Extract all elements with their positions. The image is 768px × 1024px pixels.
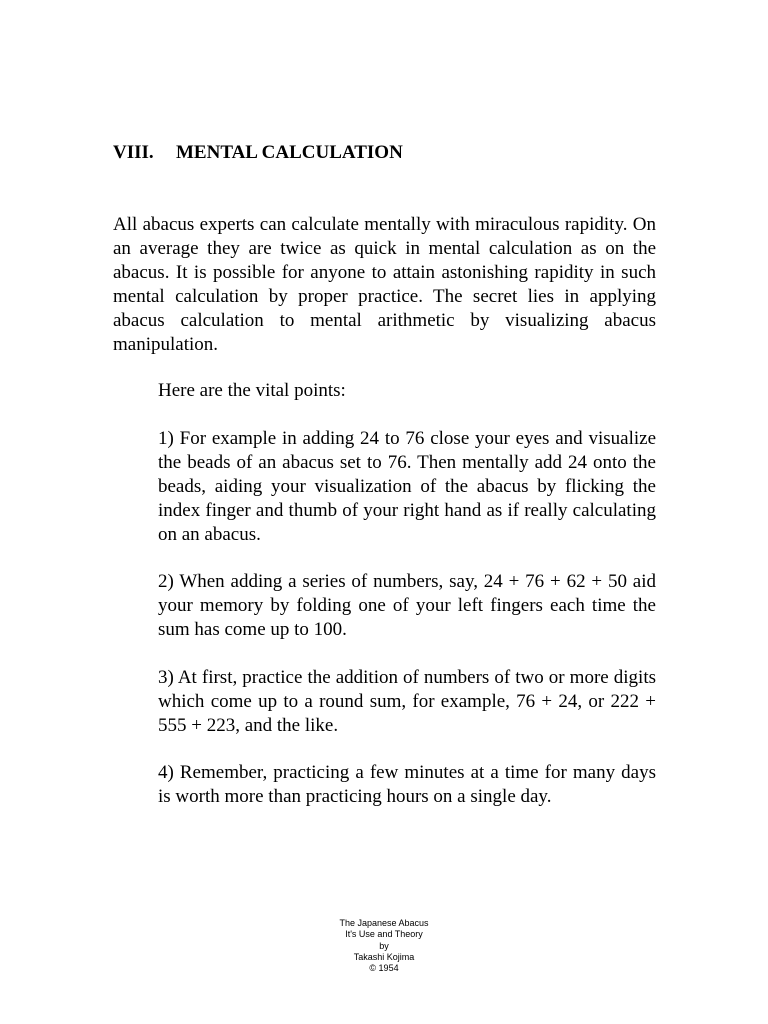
chapter-heading bbox=[113, 141, 403, 165]
point-3: 3) At first, practice the addition of numbers of two or more digits which come up to a round sum, for example, 76 + 24, or 222 + 555 + 223, and the like. bbox=[158, 667, 656, 736]
footer-subtitle: It's Use and Theory bbox=[345, 929, 423, 940]
chapter-number: VIII. bbox=[113, 142, 154, 163]
points-intro-text: Here are the vital points: bbox=[158, 380, 346, 401]
chapter-title: MENTAL CALCULATION bbox=[176, 142, 403, 163]
page-footer bbox=[284, 918, 484, 974]
intro-paragraph bbox=[113, 213, 656, 356]
footer-by: by bbox=[379, 940, 389, 951]
footer-copyright: © 1954 bbox=[369, 963, 399, 974]
footer-book-title: The Japanese Abacus bbox=[339, 918, 429, 928]
point-2: 2) When adding a series of numbers, say, 24 + 76 + 62 + 50 aid your memory by folding one of your left fingers each time the sum has come up to 100. bbox=[158, 571, 656, 640]
footer-author: Takashi Kojima bbox=[353, 951, 415, 962]
points-intro-paragraph bbox=[158, 379, 656, 403]
intro-text: All abacus experts can calculate mentally with miraculous rapidity. On an average they are twice as quick in mental calculation as on the abacus. It is possible for anyone to attain astonishing rapidity in such mental calculation by proper practice. The secret lies in applying abacus calculation to mental arithmetic by visualizing abacus manipulation. bbox=[113, 214, 656, 355]
point-4: 4) Remember, practicing a few minutes at a time for many days is worth more than practicing hours on a single day. bbox=[158, 762, 656, 807]
point-1: 1) For example in adding 24 to 76 close your eyes and visualize the beads of an abacus set to 76. Then mentally add 24 onto the beads, aiding your visualization of the abacus by flicking the index finger and thumb of your right hand as if really calculating on an abacus. bbox=[158, 428, 656, 545]
